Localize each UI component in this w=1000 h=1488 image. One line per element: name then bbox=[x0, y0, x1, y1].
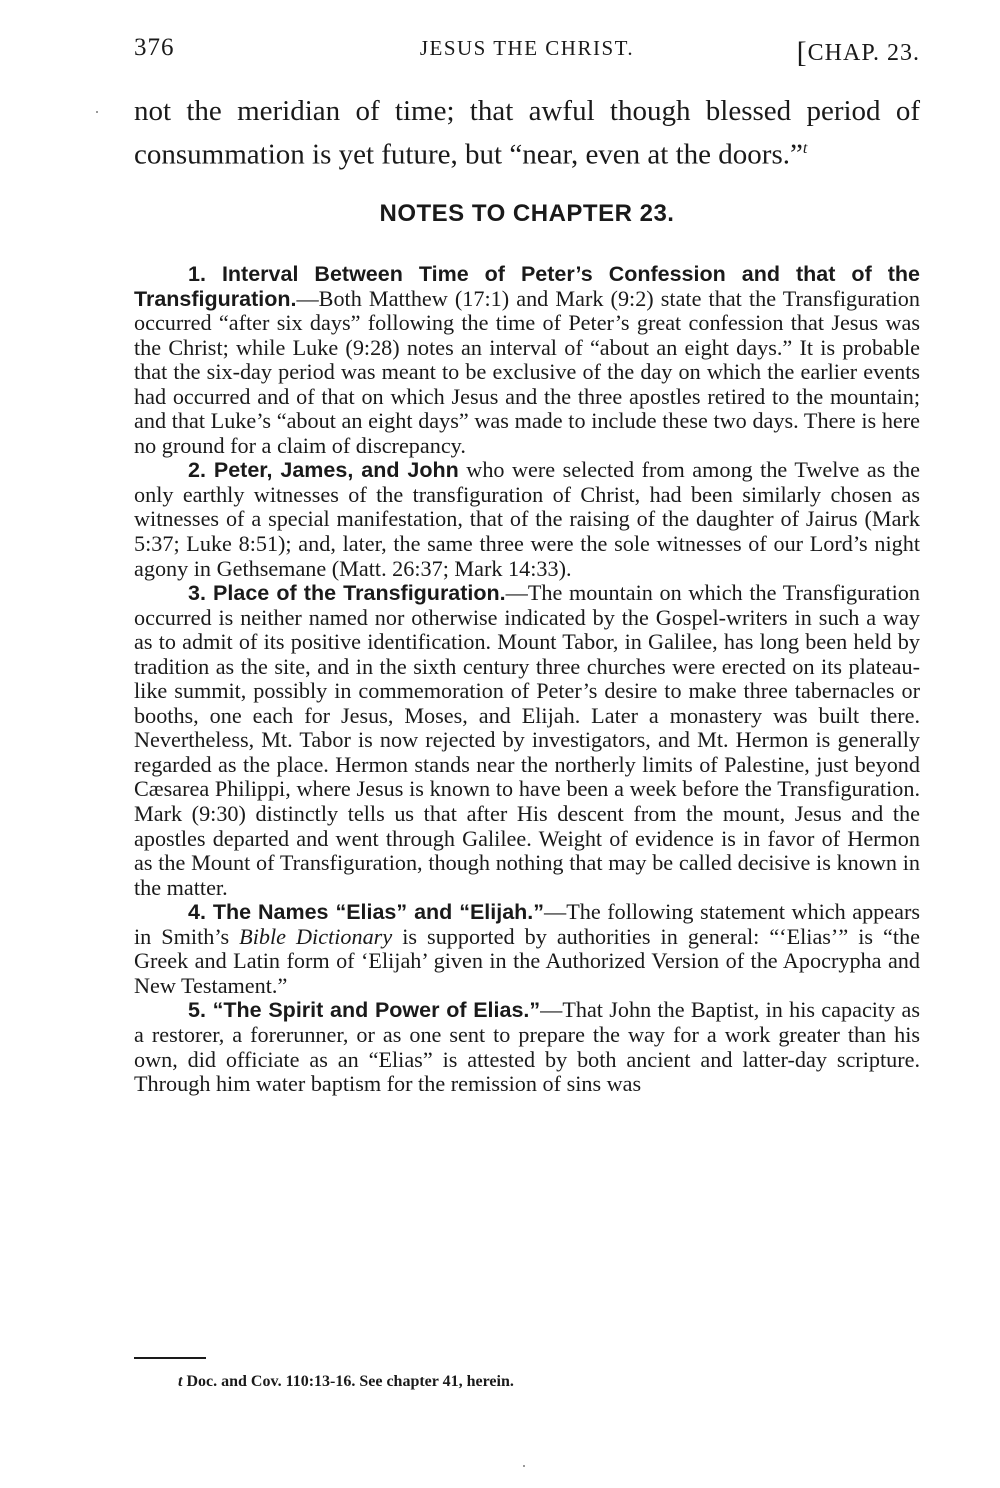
running-title: JESUS THE CHRIST. bbox=[419, 36, 635, 60]
footnote-mark: t bbox=[178, 1373, 183, 1390]
note-heading: 3. Place of the Transfiguration. bbox=[188, 581, 506, 606]
chapter-label bbox=[797, 34, 920, 68]
note-item bbox=[134, 262, 920, 458]
note-item bbox=[134, 900, 920, 998]
note-body: —That John the Baptist, in his capacity as a restorer, a forerunner, or as one sent to prepare the way for a work greater than his own, did officiate as an “Elias” is attested by both ancient and latter-day scripture. Through him water baptism for the remission of sins was bbox=[134, 997, 920, 1097]
lead-text: not the meridian of time; that awful though blessed period of consummation is yet future, but “near, even at the doors.” bbox=[134, 95, 920, 171]
book-title-citation: Bible Dictionary bbox=[239, 923, 393, 949]
footnote-reference: t bbox=[802, 140, 808, 157]
note-item bbox=[134, 998, 920, 1096]
note-heading: 4. The Names “Elias” and “Elijah.” bbox=[188, 900, 545, 925]
note-item bbox=[134, 458, 920, 581]
running-head bbox=[134, 34, 920, 68]
note-heading: 5. “The Spirit and Power of Elias.” bbox=[188, 998, 541, 1023]
chapter-bracket: [ bbox=[796, 36, 808, 69]
chapter-text: CHAP. 23. bbox=[807, 40, 920, 66]
note-item bbox=[134, 581, 920, 900]
lead-paragraph bbox=[134, 92, 920, 174]
note-body: who were selected from among the Twelve as the only earthly witnesses of the transfiguration of Christ, had been similarly chosen as witnesses of a special manifestation, that of the raising of the daughter of Jairus (Mark 5:37; Luke 8:51); and, later, the same three were the sole witnesses of our Lord’s night agony in Gethsemane (Matt. 26:37; Mark 14:33). bbox=[134, 457, 920, 581]
note-body-continued: is supported by authorities in general: “‘Elias’” is “the Greek and Latin form of ‘Elijah’ given in the Authorized Version of the Apocrypha and New Testament.” bbox=[134, 923, 921, 998]
scan-speck bbox=[96, 111, 98, 113]
scan-speck bbox=[523, 1465, 525, 1467]
footnote-divider bbox=[134, 1357, 206, 1359]
note-heading: 2. Peter, James, and John bbox=[188, 458, 459, 483]
note-body: —The mountain on which the Transfiguration occurred is neither named nor otherwise indicated by the Gospel-writers in such a way as to admit of its positive identification. Mount Tabor, in Galilee, has long been held by tradition as the site, and in the sixth century three churches were erected on its plateau-like summit, possibly in commemoration of Peter’s desire to make three tabernacles or booths, one each for Jesus, Moses, and Elijah. Later a monastery was built there. Nevertheless, Mt. Tabor is now rejected by investigators, and Mt. Hermon is generally regarded as the place. Hermon stands near the northerly limits of Palestine, just beyond Cæsarea Philippi, where Jesus is known to have been a week before the Transfiguration. Mark (9:30) distinctly tells us that after His descent from the mount, Jesus and the apostles departed and went through Galilee. Weight of evidence is in favor of Hermon as the Mount of Transfiguration, though nothing that may be called decisive is known in the matter. bbox=[134, 580, 920, 900]
page-number: 376 bbox=[134, 34, 175, 61]
notes-list bbox=[134, 262, 920, 1097]
footnote bbox=[178, 1373, 878, 1391]
notes-heading: NOTES TO CHAPTER 23. bbox=[379, 200, 675, 227]
note-body: —The following statement which appears in Smith’s bbox=[134, 899, 920, 949]
footnote-text: Doc. and Cov. 110:13-16. See chapter 41, herein. bbox=[182, 1373, 514, 1390]
note-heading: 1. Interval Between Time of Peter’s Confession and that of the Transfiguration. bbox=[134, 262, 920, 311]
note-body: —Both Matthew (17:1) and Mark (9:2) state that the Transfiguration occurred “after six days” following the time of Peter’s great confession that Jesus was the Christ; while Luke (9:28) notes an interval of “about an eight days.” It is probable that the six-day period was meant to be exclusive of the day on which the earlier events had occurred and of that on which Jesus and the three apostles retired to the mountain; and that Luke’s “about an eight days” was made to include these two days. There is here no ground for a claim of discrepancy. bbox=[134, 285, 920, 458]
